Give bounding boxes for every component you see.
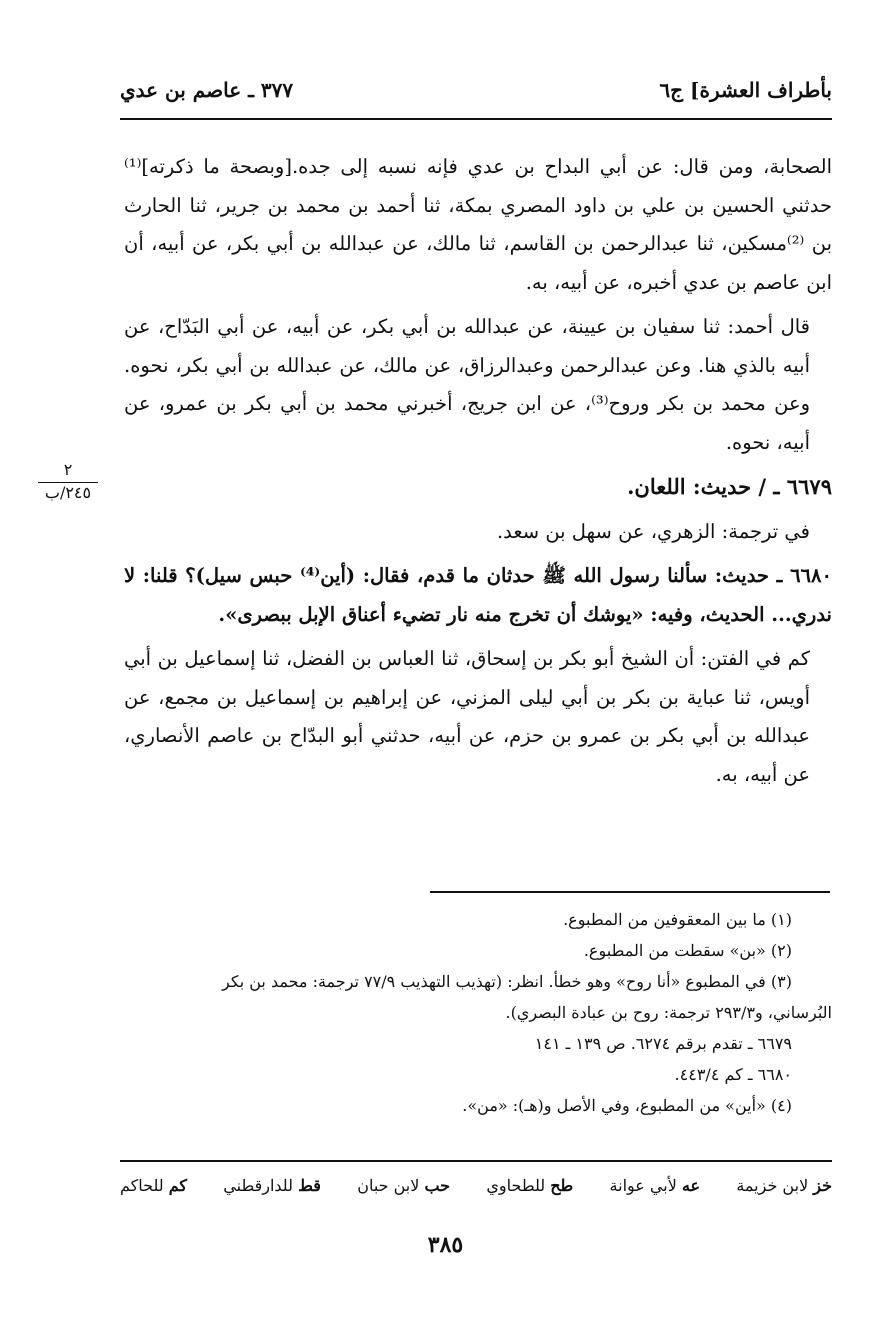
text-line: جرير، ثنا الحارث بن ⁽²⁾مسكين، ثنا عبدالرحمن بن القاسم، ثنا مالك، عن [124,193,833,255]
footer-rule [120,1160,832,1162]
abbrev-item: عه لأبي عوانة [609,1176,701,1195]
hadith-6680 [124,557,832,634]
abbrev-item: كم للحاكم [120,1176,187,1195]
abbrev-item: حب لابن حبان [357,1176,451,1195]
running-header [120,70,832,110]
footnote-2: (٢) «بن» سقطت من المطبوع. [583,941,792,960]
footnote-1: (١) ما بين المعقوفين من المطبوع. [563,910,792,929]
footnote-6680-ref: ٦٦٨٠ ـ كم ٤٤٣/٤. [674,1065,792,1084]
margin-number: ٢ [38,460,98,483]
hadith-6679-heading: ٦٦٧٩ ـ / حديث: اللعان. [627,474,832,499]
header-rule [120,118,832,120]
footnotes [124,904,832,1121]
text-line: سيل)؟ قلنا: لا ندري... الحديث، وفيه: «يوشك أن تخرج منه نار تضيء أعناق [124,564,832,626]
text-line: ٦٦٨٠ ـ حديث: سألنا رسول الله ﷺ حدثان ما قدم، فقال: (أين⁽⁴⁾ حبس [249,564,832,587]
manuscript-margin-note [28,460,108,503]
text-line: قال أحمد: ثنا سفيان بن عيينة، عن عبدالله بن أبي بكر، عن أبيه، عن أبي [217,315,810,338]
text-line: ما ذكرته]⁽¹⁾ حدثني الحسين بن علي بن داود المصري بمكة، ثنا أحمد بن محمد بن [124,155,833,217]
footnote-rule [430,891,830,893]
text-line: محمد بن أبي بكر بن عمرو، عن أبيه، نحوه. [124,392,810,454]
text-line: إسماعيل بن مجمع، عن عبدالله بن أبي بكر بن عمرو بن حزم، عن أبيه، حدثني أبو [124,685,810,747]
book-title: بأطراف العشرة] ج٦ [659,78,832,102]
footnote-3: (٣) في المطبوع «أنا روح» وهو خطأ. انظر: (تهذيب التهذيب ٧٧/٩ ترجمة: محمد بن بكر [222,972,792,991]
paragraph-3 [124,640,832,794]
footnote-6679-ref: ٦٦٧٩ ـ تقدم برقم ٦٢٧٤. ص ١٣٩ ـ ١٤١ [534,1034,792,1053]
footnote-3-continued: البُرساني، و٢٩٣/٣ ترجمة: روح بن عبادة البصري). [505,1003,832,1022]
text-line: عبدالله بن أبي بكر، عن أبيه، أن ابن عاصم بن عدي أخبره، عن أبيه، به. [124,232,832,294]
abbreviation-key [120,1176,832,1195]
text-line: كم في الفتن: أن الشيخ أبو بكر بن إسحاق، ثنا العباس بن الفضل، ثنا [262,647,811,670]
abbrev-item: طح للطحاوي [486,1176,574,1195]
text-line: إسماعيل بن أبي أويس، ثنا عباية بن بكر بن أبي ليلى المزني، عن إبراهيم بن [124,647,811,709]
text-line: الإبل ببصرى». [218,602,336,626]
page-number: ٣٨٥ [427,1232,464,1258]
footnote-4: (٤) «أين» من المطبوع، وفي الأصل و(هـ): «من». [462,1096,792,1115]
tarjama-line: في ترجمة: الزهري، عن سهل بن سعد. [496,519,810,543]
abbrev-item: قط للدارقطني [223,1176,321,1195]
paragraph-2 [124,308,832,462]
text-line: البدّاح بن عاصم الأنصاري، عن أبيه، به. [124,724,810,786]
text-line: البَدّاح، عن أبيه بالذي هنا. وعن عبدالرحمن وعبدالرزاق، عن مالك، عن [124,315,810,377]
paragraph-1 [124,148,832,302]
main-text [124,148,832,800]
section-title: ٣٧٧ ـ عاصم بن عدي [120,78,294,102]
margin-folio: ٢٤٥/ب [44,483,92,502]
text-line: عبدالله بن أبي بكر، نحوه. وعن محمد بن بكر وروح⁽³⁾، عن ابن جريج، أخبرني [124,353,810,415]
abbrev-item: خز لابن خزيمة [736,1176,832,1195]
text-line: الصحابة، ومن قال: عن أبي البداح بن عدي فإنه نسبه إلى جده.[وبصحة [229,155,833,178]
